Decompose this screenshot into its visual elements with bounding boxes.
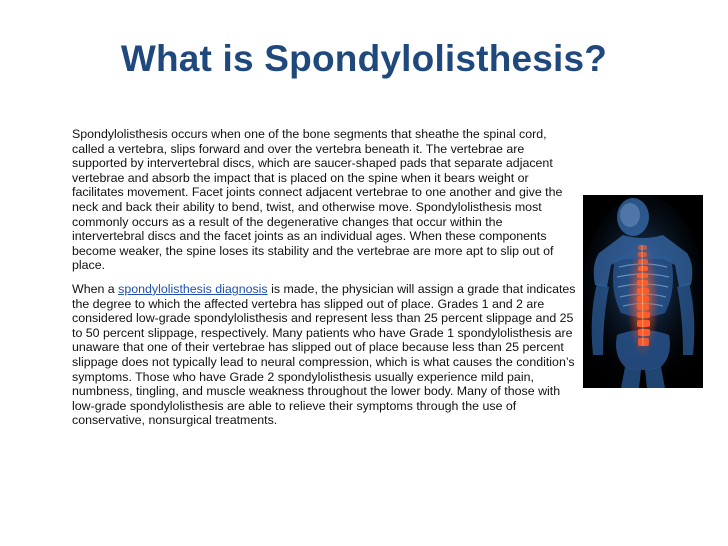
spondylolisthesis-diagnosis-link[interactable]: spondylolisthesis diagnosis: [118, 281, 268, 296]
paragraph-diagnosis-prefix: When a: [72, 281, 119, 296]
xray-spine-illustration-icon: [583, 195, 703, 388]
slide-body: [72, 127, 578, 437]
paragraph-definition: Spondylolisthesis occurs when one of the bone segments that sheathe the spinal cord, called a vertebra, slips forward and over the vertebra beneath it. The vertebrae are supported by intervertebral discs, which are saucer-shaped pads that separate adjacent vertebrae and absorb the impact that is placed on the spine when it bears weight or facilitates movement. Facet joints connect adjacent vertebrae to one another and give the neck and back their ability to bend, twist, and otherwise move. Spondylolisthesis most commonly occurs as a result of the degenerative changes that occur within the intervertebral discs and the facet joints as an individual ages. When these components become weaker, the spine loses its stability and the vertebrae are more apt to slip out of place.: [72, 127, 563, 273]
paragraph-diagnosis-suffix: is made, the physician will assign a grade that indicates the degree to which the affected vertebra has slipped out of place. Grades 1 and 2 are considered low-grade spondylolisthesis and represent less than 25 percent slippage and 25 to 50 percent slippage, respectively. Many patients who have Grade 1 spondylolisthesis are unaware that one of their vertebrae has slipped out of place because less than 25 percent slippage does not typically lead to neural compression, which is what causes the condition’s symptoms. Those who have Grade 2 spondylolisthesis usually experience mild pain, numbness, tingling, and muscle weakness throughout the lower body. Many of those with low-grade spondylolisthesis are able to relieve their symptoms through the use of conservative, nonsurgical treatments.: [72, 281, 576, 428]
paragraph-diagnosis: [72, 282, 578, 428]
xray-spine-image: [583, 195, 703, 388]
slide-title: What is Spondylolisthesis?: [120, 38, 608, 79]
